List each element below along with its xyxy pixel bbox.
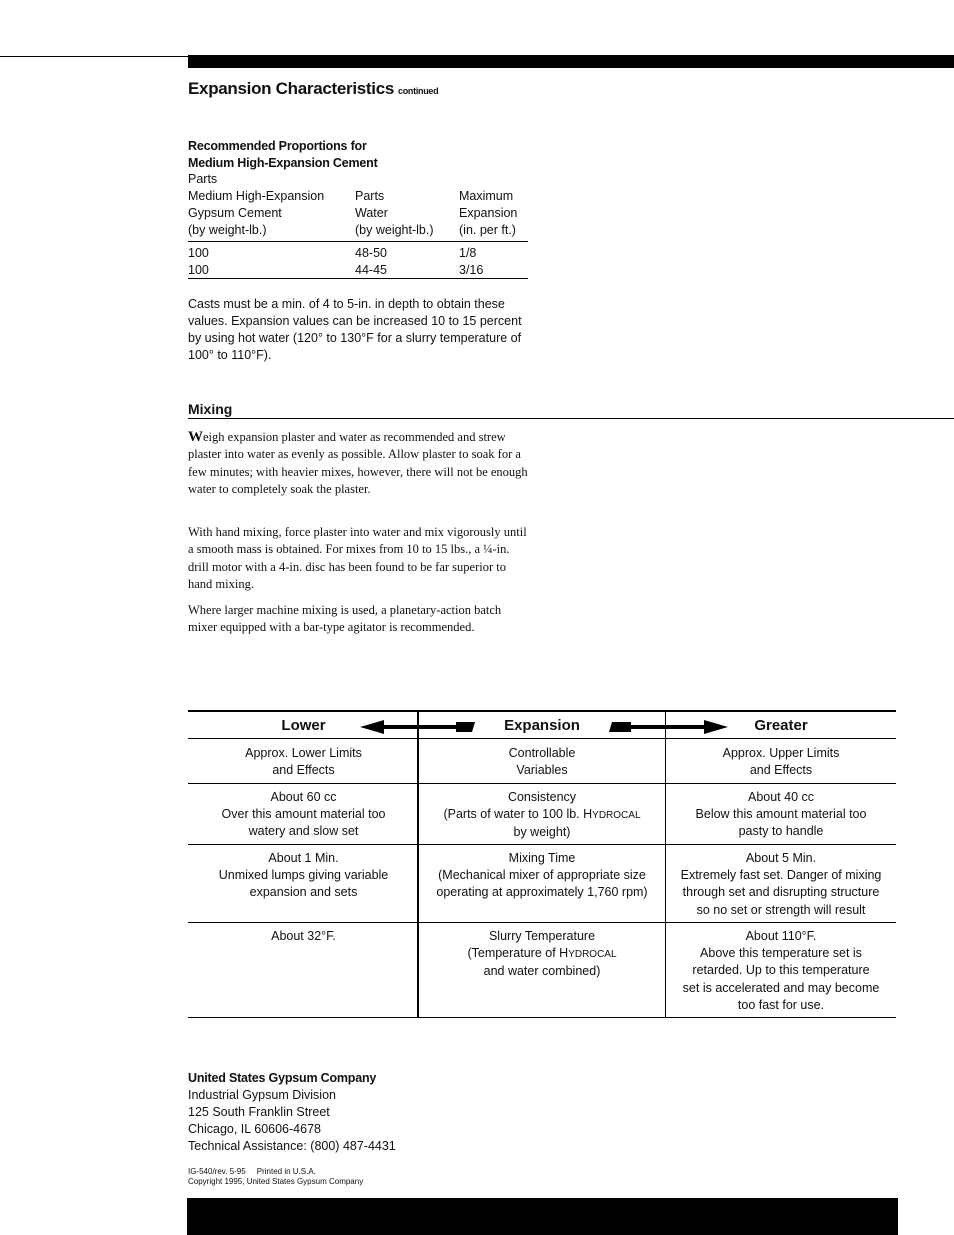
cell-line: Mixing Time bbox=[508, 851, 576, 865]
mixing-heading: Mixing bbox=[188, 401, 233, 417]
cell-consistency-lower bbox=[188, 789, 419, 841]
cell-line: expansion and sets bbox=[249, 885, 358, 900]
header-text: Expansion bbox=[459, 206, 518, 220]
header-text: (by weight-lb.) bbox=[188, 223, 267, 237]
row-divider bbox=[188, 844, 896, 845]
cell-line: About 40 cc bbox=[747, 790, 814, 804]
cell-line: too fast for use. bbox=[737, 997, 825, 1012]
cell-line: Approx. Upper Limits bbox=[722, 746, 840, 760]
cell-line: About 32°F. bbox=[271, 929, 336, 943]
table-cell: 1/8 bbox=[459, 246, 477, 260]
table-header-rule bbox=[188, 738, 896, 739]
cell-upper-limits bbox=[666, 745, 896, 779]
cell-temperature-upper bbox=[666, 928, 896, 1014]
cell-consistency-upper bbox=[666, 789, 896, 841]
cell-line: Approx. Lower Limits bbox=[245, 746, 362, 760]
table-cell: 48-50 bbox=[355, 246, 387, 260]
mixing-paragraph-2: With hand mixing, force plaster into water and mix vigorously until a smooth mass is obtained. For mixes from 10 to 15 lbs., a ¼-in. drill motor with a 4-in. disc has been found to be far superior to hand mixing. bbox=[188, 525, 527, 592]
cell-slurry-temperature bbox=[419, 928, 665, 981]
cell-line: watery and slow set bbox=[248, 824, 359, 839]
company-name: United States Gypsum Company bbox=[188, 1071, 377, 1085]
table-row bbox=[188, 262, 528, 279]
cell-line: Below this amount material too bbox=[695, 807, 867, 822]
cell-line: operating at approximately 1,760 rpm) bbox=[436, 885, 648, 900]
company-division: Industrial Gypsum Division bbox=[188, 1088, 336, 1102]
company-address bbox=[188, 1070, 396, 1155]
header-lower: Lower bbox=[281, 717, 326, 734]
header-text: (by weight-lb.) bbox=[355, 223, 434, 237]
header-text: Parts bbox=[188, 172, 218, 186]
proportions-table-header bbox=[188, 171, 528, 242]
drop-cap: W bbox=[188, 429, 203, 445]
fine-print bbox=[188, 1167, 363, 1186]
company-phone: Technical Assistance: (800) 487-4431 bbox=[188, 1139, 396, 1153]
cell-controllable-variables bbox=[419, 745, 665, 779]
cell-line: About 1 Min. bbox=[268, 851, 339, 865]
row-divider bbox=[188, 1017, 896, 1018]
company-city: Chicago, IL 60606-4678 bbox=[188, 1122, 321, 1136]
cell-line: (Parts of water to 100 lb. HYDROCAL bbox=[443, 807, 641, 822]
page-title bbox=[188, 79, 438, 99]
top-black-bar bbox=[188, 55, 954, 68]
header-text: Gypsum Cement bbox=[188, 206, 282, 220]
doc-code: IG-540/rev. 5-95 Printed in U.S.A. bbox=[188, 1167, 316, 1176]
proportions-heading bbox=[188, 138, 378, 172]
header-text: Medium High-Expansion bbox=[188, 189, 325, 203]
cell-mixing-time-upper bbox=[666, 850, 896, 919]
cell-line: so no set or strength will result bbox=[696, 902, 866, 917]
header-text: Water bbox=[355, 206, 388, 220]
proportions-table-body bbox=[188, 242, 528, 279]
cell-line: through set and disrupting structure bbox=[682, 885, 880, 900]
cell-lower-limits bbox=[188, 745, 419, 779]
cell-line: Unmixed lumps giving variable bbox=[218, 868, 389, 883]
cell-line: About 60 cc bbox=[270, 790, 337, 804]
header-expansion: Expansion bbox=[504, 717, 580, 734]
cell-consistency bbox=[419, 789, 665, 842]
mixing-rule bbox=[188, 418, 954, 419]
header-text: (in. per ft.) bbox=[459, 223, 516, 237]
proportions-heading-line2: Medium High-Expansion Cement bbox=[188, 156, 378, 170]
continued-label: continued bbox=[398, 86, 439, 96]
cell-line: and Effects bbox=[272, 763, 335, 778]
cell-line: Slurry Temperature bbox=[488, 929, 596, 943]
cell-line: Over this amount material too bbox=[221, 807, 386, 822]
page-title-text: Expansion Characteristics bbox=[188, 79, 395, 98]
table-cell: 100 bbox=[188, 246, 209, 260]
proportions-heading-line1: Recommended Proportions for bbox=[188, 139, 367, 153]
mixing-paragraph-3: Where larger machine mixing is used, a planetary-action batch mixer equipped with a bar-type agitator is recommended. bbox=[188, 603, 502, 635]
cell-line: About 110°F. bbox=[745, 929, 817, 943]
proportions-table bbox=[188, 171, 528, 279]
cell-line: Controllable bbox=[508, 746, 576, 760]
cell-line: set is accelerated and may become bbox=[682, 980, 880, 995]
company-street: 125 South Franklin Street bbox=[188, 1105, 330, 1119]
header-col-expansion bbox=[459, 188, 517, 239]
cell-line: and Effects bbox=[749, 763, 813, 778]
header-text: Maximum bbox=[459, 189, 514, 203]
cell-line: Extremely fast set. Danger of mixing bbox=[680, 868, 882, 883]
row-divider bbox=[188, 783, 896, 784]
cell-line: (Temperature of HYDROCAL bbox=[467, 946, 617, 961]
header-greater: Greater bbox=[754, 717, 808, 734]
table-row bbox=[188, 245, 528, 262]
mixing-paragraph-1-text: eigh expansion plaster and water as recommended and strew plaster into water as evenly as possible. Allow plaster to soak for a few minutes; with heavier mixes, however, there will not be enough water to completely soak the plaster. bbox=[188, 430, 528, 497]
header-col-water bbox=[355, 188, 434, 239]
mixing-paragraph-1 bbox=[188, 429, 533, 499]
top-thin-rule bbox=[0, 56, 188, 57]
cell-line: pasty to handle bbox=[738, 824, 824, 839]
header-text: Parts bbox=[355, 189, 385, 203]
table-cell: 100 bbox=[188, 263, 209, 277]
cell-line: retarded. Up to this temperature bbox=[692, 963, 870, 978]
cell-temperature-lower bbox=[188, 928, 419, 945]
cell-line: Variables bbox=[516, 763, 568, 778]
cell-line: Above this temperature set is bbox=[700, 946, 862, 961]
expansion-variables-table bbox=[188, 710, 896, 1018]
header-col-gypsum bbox=[188, 171, 324, 239]
table-cell: 44-45 bbox=[355, 263, 387, 277]
cell-line: Consistency bbox=[507, 790, 577, 804]
cell-mixing-time-lower bbox=[188, 850, 419, 902]
cell-line: and water combined) bbox=[483, 964, 601, 979]
table-top-rule bbox=[188, 710, 896, 712]
copyright: Copyright 1995, United States Gypsum Company bbox=[188, 1176, 364, 1186]
row-divider bbox=[188, 922, 896, 923]
cell-line: About 5 Min. bbox=[745, 851, 817, 865]
cell-line: by weight) bbox=[513, 825, 571, 840]
cell-mixing-time bbox=[419, 850, 665, 902]
bottom-black-bar bbox=[187, 1198, 898, 1235]
cell-line: (Mechanical mixer of appropriate size bbox=[438, 868, 646, 883]
table-cell: 3/16 bbox=[459, 263, 484, 277]
casts-note: Casts must be a min. of 4 to 5-in. in depth to obtain these values. Expansion values can be increased 10 to 15 percent by using hot water (120° to 130°F for a slurry temperature of 100° to 110°F). bbox=[188, 297, 522, 362]
